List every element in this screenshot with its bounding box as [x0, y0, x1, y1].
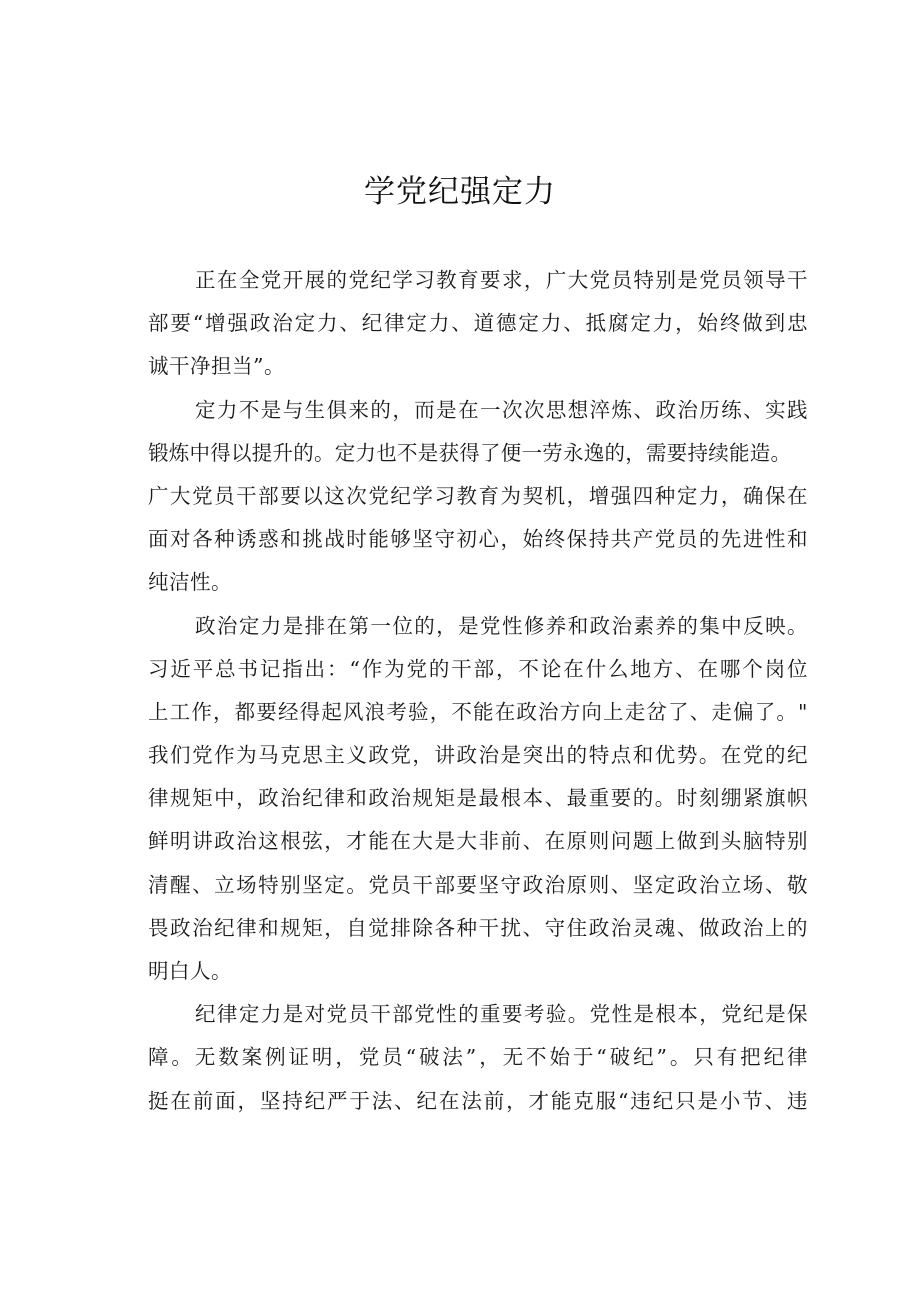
paragraph-line: 畏政治纪律和规矩，自觉排除各种干扰、守住政治灵魂、做政治上的 — [148, 915, 808, 940]
paragraph-line: 清醒、立场特别坚定。党员干部要坚守政治原则、坚定政治立场、敬 — [148, 872, 808, 897]
paragraph-line: 上工作，都要经得起风浪考验，不能在政治方向上走岔了、走偏了。" — [148, 699, 808, 724]
paragraph-line: 纯洁性。 — [148, 570, 232, 595]
paragraph-line: 正在全党开展的党纪学习教育要求，广大党员特别是党员领导干 — [195, 268, 808, 292]
paragraph-line: 律规矩中，政治纪律和政治规矩是最根本、最重要的。时刻绷紧旗帜 — [148, 786, 808, 811]
paragraph-line: 锻炼中得以提升的。定力也不是获得了便一劳永逸的，需要持续能造。 — [148, 440, 792, 465]
paragraph-line: 部要“增强政治定力、纪律定力、道德定力、抵腐定力，始终做到忠 — [148, 311, 808, 336]
document-body — [148, 259, 808, 1123]
paragraph-line: 定力不是与生俱来的，而是在一次次思想淬炼、政治历练、实践 — [195, 397, 808, 422]
document-title: 学党纪强定力 — [364, 174, 556, 210]
paragraph-line: 鲜明讲政治这根弦，才能在大是大非前、在原则问题上做到头脑特别 — [148, 829, 808, 854]
paragraph-line: 障。无数案例证明，党员“破法”，无不始于“破纪”。只有把纪律 — [148, 1045, 808, 1070]
paragraph-line: 面对各种诱惑和挑战时能够坚守初心，始终保持共产党员的先进性和 — [148, 527, 808, 552]
paragraph-line: 纪律定力是对党员干部党性的重要考验。党性是根本，党纪是保 — [195, 1002, 808, 1027]
paragraph-line: 我们党作为马克思主义政党，讲政治是突出的特点和优势。在党的纪 — [148, 743, 808, 768]
paragraph-line: 政治定力是排在第一位的，是党性修养和政治素养的集中反映。 — [195, 613, 808, 638]
paragraph-line: 习近平总书记指出：“作为党的干部，不论在什么地方、在哪个岗位 — [148, 656, 808, 681]
paragraph-line: 诚干净担当”。 — [148, 354, 285, 379]
paragraph-line: 明白人。 — [148, 959, 232, 983]
paragraph-line: 挺在前面，坚持纪严于法、纪在法前，才能克服“违纪只是小节、违 — [148, 1088, 808, 1113]
paragraph-line: 广大党员干部要以这次党纪学习教育为契机，增强四种定力，确保在 — [148, 483, 808, 508]
